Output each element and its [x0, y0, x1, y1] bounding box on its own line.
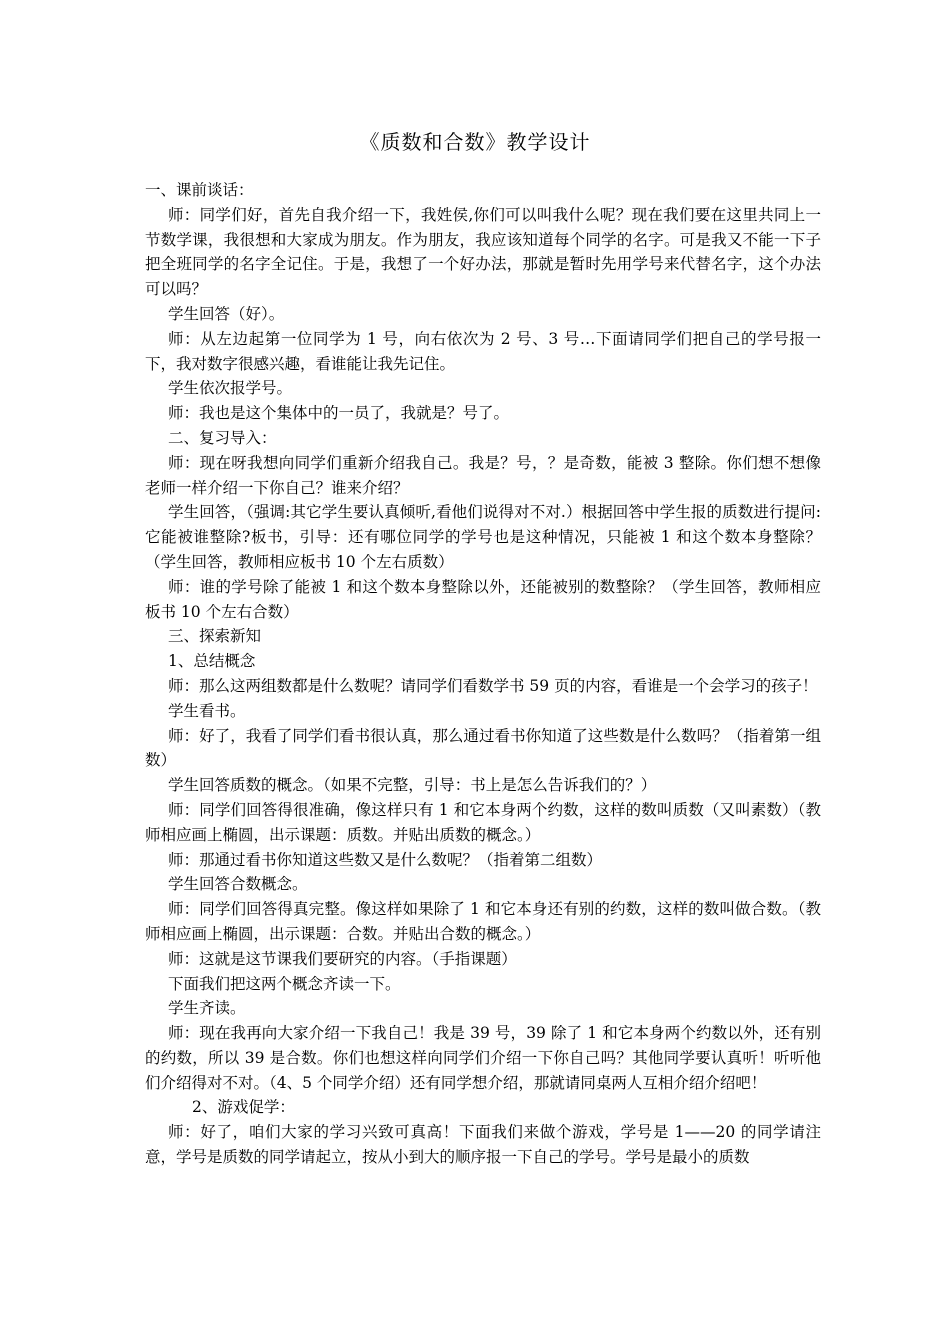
- paragraph: 学生回答质数的概念。（如果不完整，引导：书上是怎么告诉我们的？）: [168, 776, 657, 795]
- paragraph: 学生依次报学号。: [168, 379, 293, 398]
- section-heading: 二、复习导入：: [168, 428, 277, 447]
- paragraph: 师：那么这两组数都是什么数呢？请同学们看数学书 59 页的内容，看谁是一个会学习的孩子！: [168, 676, 818, 695]
- paragraph: 师：我也是这个集体中的一员了，我就是？号了。: [168, 404, 510, 423]
- paragraph: 学生回答（好）。: [168, 304, 285, 323]
- paragraph: 师：好了，我看了同学们看书很认真，那么通过看书你知道了这些数是什么数吗？（指着第一组数）: [145, 726, 821, 770]
- paragraph: 师：谁的学号除了能被 1 和这个数本身整除以外，还能被别的数整除？（学生回答，教师相应板书 10 个左右合数）: [145, 577, 821, 621]
- paragraph: 师：现在呀我想向同学们重新介绍我自己。我是？号，？是奇数，能被 3 整除。你们想不想像老师一样介绍一下你自己？谁来介绍？: [145, 453, 821, 497]
- paragraph: 师：这就是这节课我们要研究的内容。（手指课题）: [168, 949, 517, 968]
- paragraph: 师：那通过看书你知道这些数又是什么数呢？（指着第二组数）: [168, 850, 603, 869]
- paragraph: 学生回答，（强调:其它学生要认真倾听,看他们说得对不对.）根据回答中学生报的质数进行提问:它能被谁整除?板书，引导：还有哪位同学的学号也是这种情况，只能被 1 和这个数本身整除？（学生回答，教师相应板书 10 个左右质数）: [145, 503, 821, 571]
- section-heading: 一、课前谈话：: [145, 181, 254, 199]
- paragraph: 师：同学们好，首先自我介绍一下，我姓侯,你们可以叫我什么呢？现在我们要在这里共同上一节数学课，我很想和大家成为朋友。作为朋友，我应该知道每个同学的名字。可是我又不能一下子把全班同学的名字全记住。于是，我想了一个好办法，那就是暂时先用学号来代替名字，这个办法可以吗？: [145, 205, 821, 299]
- document-body: [145, 178, 821, 1170]
- paragraph: 学生回答合数概念。: [168, 875, 308, 894]
- section-heading: 三、探索新知: [168, 627, 262, 646]
- paragraph: 师：同学们回答得真完整。像这样如果除了 1 和它本身还有别的约数，这样的数叫做合数。（教师相应画上椭圆，出示课题：合数。并贴出合数的概念。）: [145, 900, 821, 943]
- paragraph: 师：现在我再向大家介绍一下我自己！我是 39 号，39 除了 1 和它本身两个约数以外，还有别的约数，所以 39 是合数。你们也想这样向同学们介绍一下你自己吗？其他同学要认真听！听听他们介绍得对不对。（4、5 个同学介绍）还有同学想介绍，那就请同桌两人互相介绍介绍吧！: [145, 1024, 821, 1092]
- document-title: 《质数和合数》教学设计: [359, 130, 591, 154]
- subsection-heading: 2、游戏促学：: [192, 1098, 295, 1117]
- paragraph: 师：同学们回答得很准确，像这样只有 1 和它本身两个约数，这样的数叫质数（又叫素数）（教师相应画上椭圆，出示课题：质数。并贴出质数的概念。）: [145, 800, 821, 844]
- paragraph: 学生看书。: [168, 701, 246, 720]
- paragraph: 师：从左边起第一位同学为 1 号，向右依次为 2 号、3 号…下面请同学们把自己的学号报一下，我对数字很感兴趣，看谁能让我先记住。: [145, 329, 821, 373]
- paragraph: 下面我们把这两个概念齐读一下。: [168, 974, 401, 993]
- paragraph: 学生齐读。: [168, 999, 246, 1018]
- subsection-heading: 1、总结概念: [168, 652, 256, 671]
- paragraph: 师：好了，咱们大家的学习兴致可真高！下面我们来做个游戏，学号是 1——20 的同学请注意，学号是质数的同学请起立，按从小到大的顺序报一下自己的学号。学号是最小的质数: [145, 1123, 821, 1167]
